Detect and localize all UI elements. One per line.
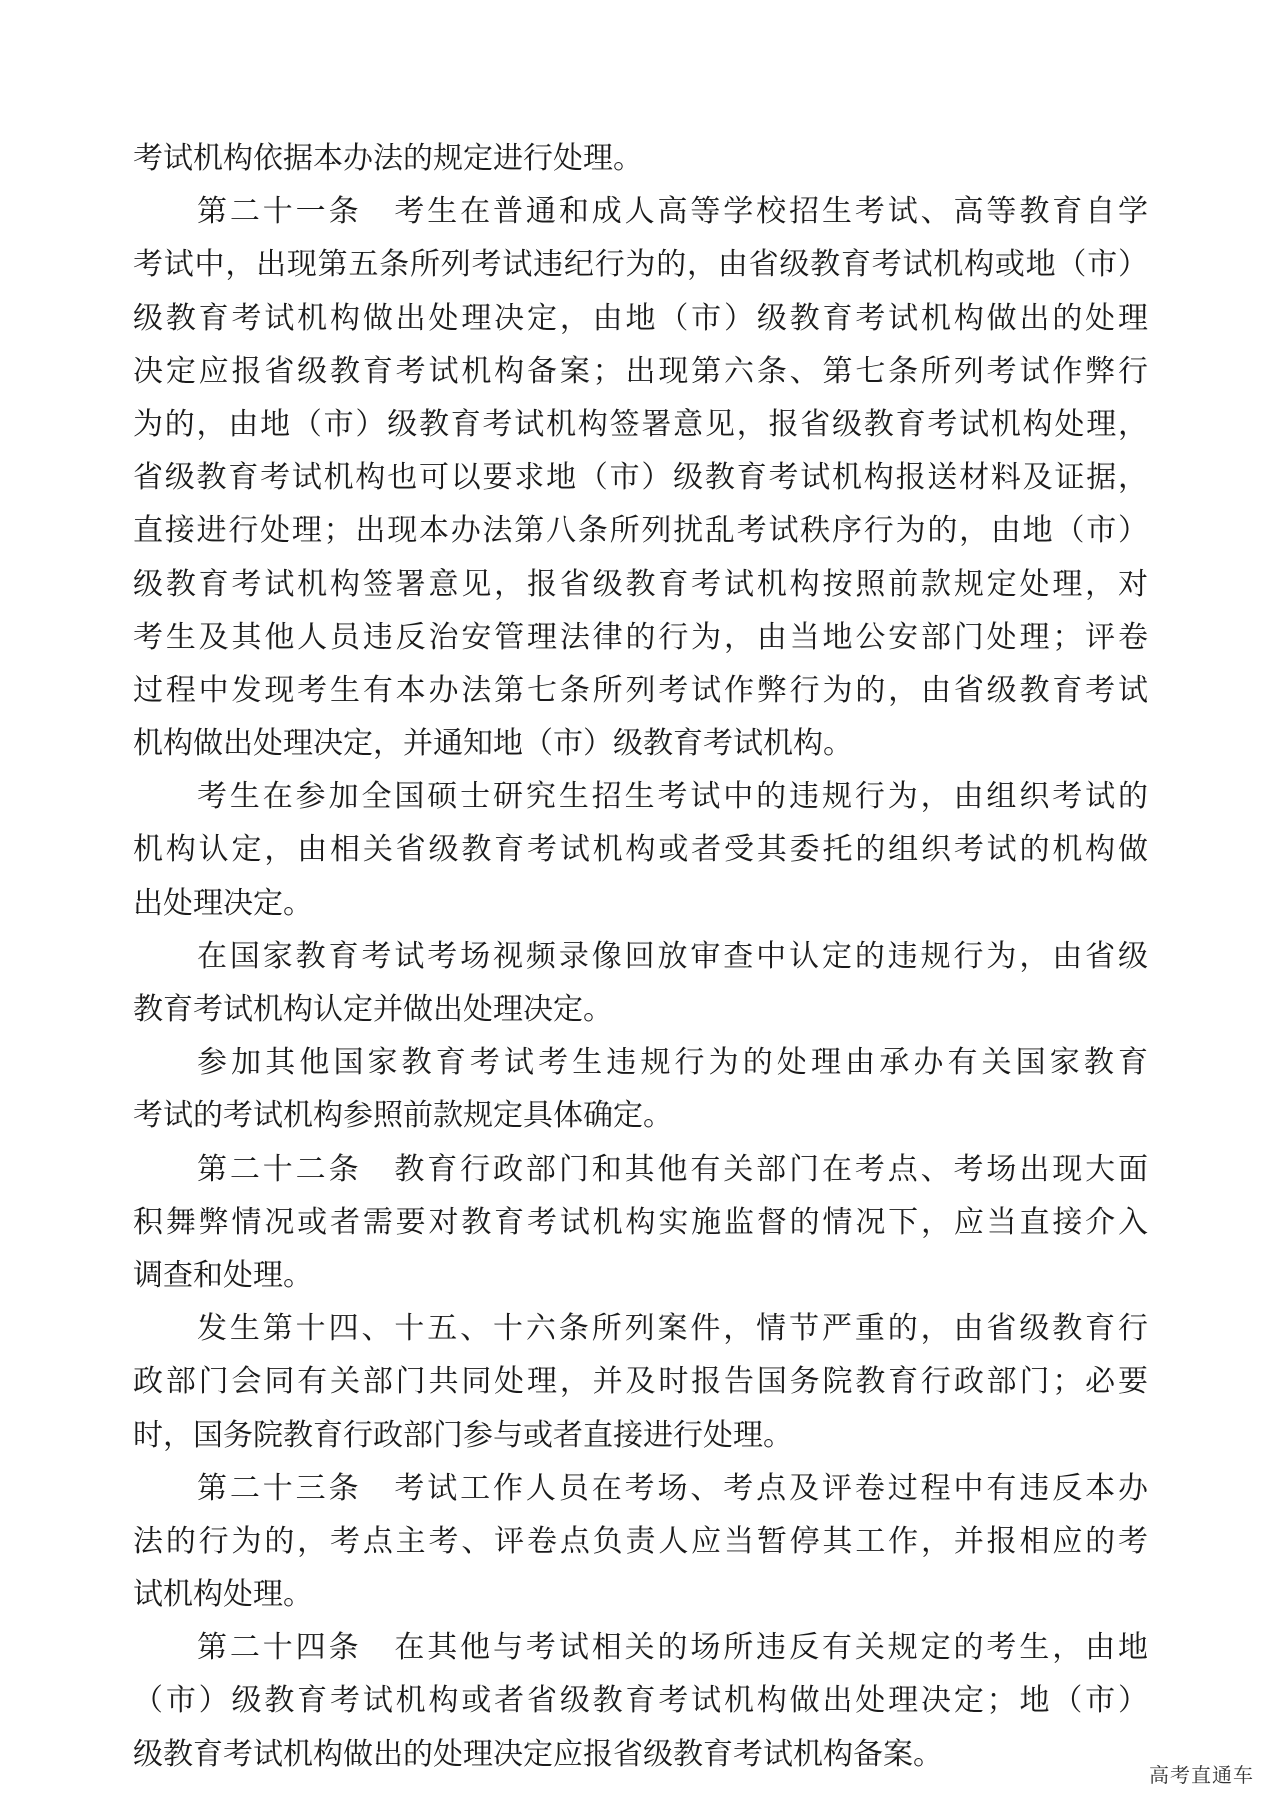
text-line: 法的行为的，考点主考、评卷点负责人应当暂停其工作，并报相应的考 [133, 1523, 1148, 1559]
text-line: 第二十四条 在其他与考试相关的场所违反有关规定的考生，由地 [197, 1630, 1148, 1666]
text-line: 出处理决定。 [133, 885, 313, 921]
text-line: 发生第十四、十五、十六条所列案件，情节严重的，由省级教育行 [197, 1311, 1148, 1347]
text-line: 第二十三条 考试工作人员在考场、考点及评卷过程中有违反本办 [197, 1470, 1148, 1506]
text-line: 机构认定，由相关省级教育考试机构或者受其委托的组织考试的机构做 [133, 832, 1148, 868]
text-line: 在国家教育考试考场视频录像回放审查中认定的违规行为，由省级 [197, 938, 1148, 974]
text-line: 第二十一条 考生在普通和成人高等学校招生考试、高等教育自学 [197, 194, 1148, 230]
text-line: 为的，由地（市）级教育考试机构签署意见，报省级教育考试机构处理， [133, 406, 1148, 442]
text-line: 级教育考试机构签署意见，报省级教育考试机构按照前款规定处理，对 [133, 566, 1148, 602]
text-line: 调查和处理。 [133, 1257, 313, 1293]
text-line: 省级教育考试机构也可以要求地（市）级教育考试机构报送材料及证据， [133, 460, 1148, 496]
text-line: 第二十二条 教育行政部门和其他有关部门在考点、考场出现大面 [197, 1151, 1148, 1187]
text-line: 试机构处理。 [133, 1577, 313, 1613]
text-line: 教育考试机构认定并做出处理决定。 [133, 992, 613, 1027]
text-line: 直接进行处理；出现本办法第八条所列扰乱考试秩序行为的，由地（市） [133, 513, 1148, 549]
text-line: 级教育考试机构做出的处理决定应报省级教育考试机构备案。 [133, 1736, 943, 1772]
text-line: （市）级教育考试机构或者省级教育考试机构做出处理决定；地（市） [133, 1683, 1148, 1719]
document-body [133, 132, 1148, 1781]
text-line: 考生及其他人员违反治安管理法律的行为，由当地公安部门处理；评卷 [133, 619, 1148, 655]
text-line: 政部门会同有关部门共同处理，并及时报告国务院教育行政部门；必要 [133, 1364, 1148, 1400]
text-line: 考试的考试机构参照前款规定具体确定。 [133, 1098, 673, 1134]
text-line: 过程中发现考生有本办法第七条所列考试作弊行为的，由省级教育考试 [133, 672, 1148, 708]
text-line: 参加其他国家教育考试考生违规行为的处理由承办有关国家教育 [197, 1045, 1148, 1081]
text-line: 时，国务院教育行政部门参与或者直接进行处理。 [133, 1417, 793, 1453]
text-line: 机构做出处理决定，并通知地（市）级教育考试机构。 [133, 726, 853, 762]
text-line: 决定应报省级教育考试机构备案；出现第六条、第七条所列考试作弊行 [133, 353, 1148, 389]
text-line: 积舞弊情况或者需要对教育考试机构实施监督的情况下，应当直接介入 [133, 1204, 1148, 1240]
text-line: 考试中，出现第五条所列考试违纪行为的，由省级教育考试机构或地（市） [133, 247, 1148, 283]
text-line: 级教育考试机构做出处理决定，由地（市）级教育考试机构做出的处理 [133, 300, 1148, 336]
text-line: 考试机构依据本办法的规定进行处理。 [133, 141, 643, 176]
text-line: 考生在参加全国硕士研究生招生考试中的违规行为，由组织考试的 [197, 779, 1148, 815]
watermark-label: 高考直通车 [1149, 1763, 1254, 1787]
